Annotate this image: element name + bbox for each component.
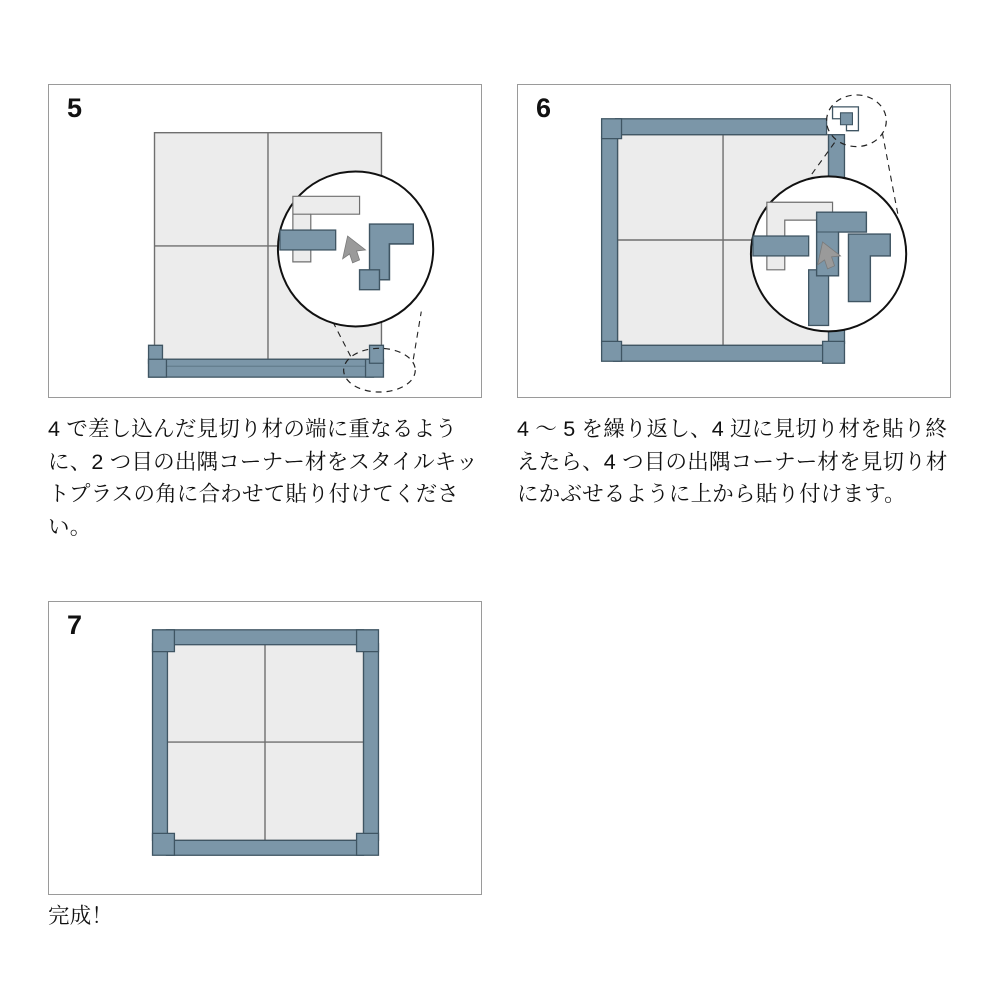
trim-left-7: [153, 644, 168, 841]
leader-line-b-5: [413, 312, 421, 360]
trim-right-7: [364, 644, 379, 841]
trim-left-6: [602, 137, 618, 346]
step-6-diagram: [518, 85, 950, 397]
step-number-5: 5: [67, 93, 83, 123]
step-caption-5: 4 で差し込んだ見切り材の端に重なるように、2 つ目の出隅コーナー材をスタイルキットプラスの角に合わせて貼り付けてください。: [48, 417, 478, 540]
zoom-circle-corner-piece: [278, 171, 433, 326]
corner-piece-fourth-6: [833, 107, 859, 131]
corner-bottom-left-7: [153, 833, 175, 855]
step-panel-6: [517, 84, 951, 398]
trim-bottom-6: [614, 345, 827, 361]
corner-bottom-right-7: [357, 833, 379, 855]
step-7-diagram: [49, 602, 481, 894]
trim-top-6: [616, 119, 827, 135]
trim-top-7: [166, 630, 363, 645]
corner-top-left-6: [602, 119, 622, 139]
step-caption-7: 完成！: [48, 904, 114, 928]
corner-top-left-7: [153, 630, 175, 652]
corner-bottom-right-6: [823, 341, 845, 363]
step-panel-7: [48, 601, 482, 895]
step-number-7: 7: [67, 610, 83, 640]
step-panel-5: [48, 84, 482, 398]
step-caption-6: 4 〜 5 を繰り返し、4 辺に見切り材を貼り終えたら、4 つ目の出隅コーナー材を見切り材にかぶせるように上から貼り付けます。: [517, 417, 948, 507]
corner-top-right-7: [357, 630, 379, 652]
zoom-circle-corner-overlap: [751, 176, 906, 331]
trim-strip-bottom-5: [149, 359, 374, 377]
trim-bottom-7: [166, 840, 363, 855]
tile-grid-7: [166, 644, 363, 841]
step-5-diagram: [49, 85, 481, 397]
step-number-6: 6: [536, 93, 552, 123]
corner-bottom-left-6: [602, 341, 622, 361]
